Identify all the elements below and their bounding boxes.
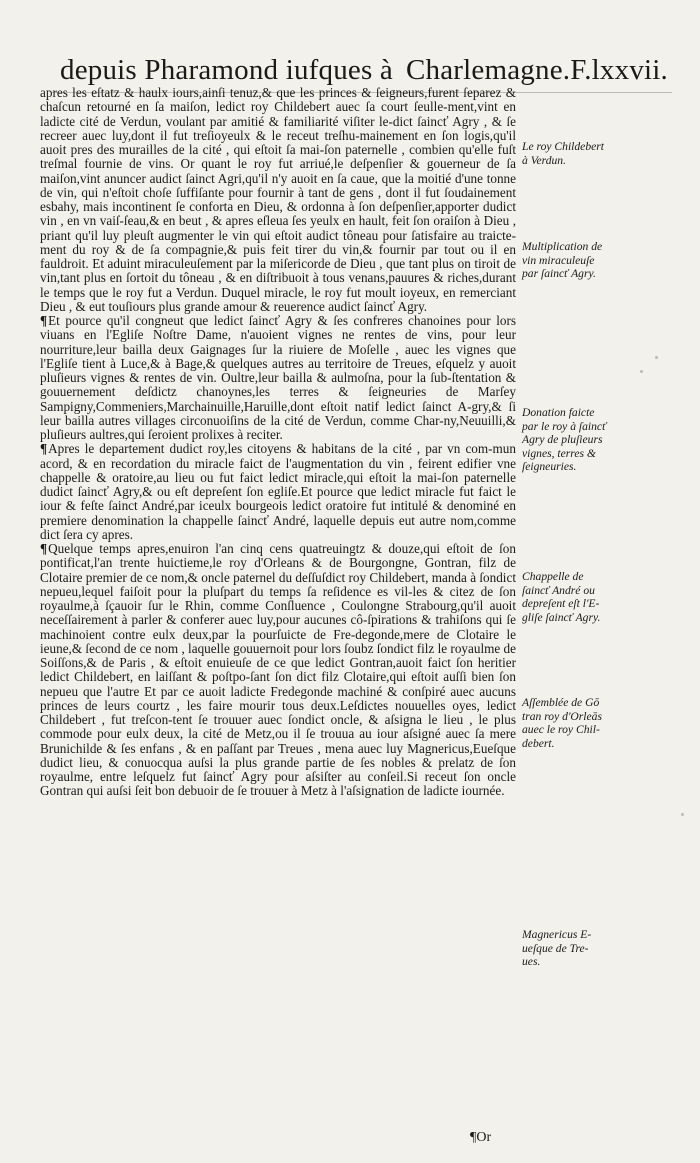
pilcrow: ¶ bbox=[40, 541, 48, 556]
paragraph-2: ¶Et pource qu'il congneut que ledict ſaincť Agry & ſes confreres chanoines pour lors viuans en l'Egliſe Noſtre Dame, n'auoient vignes ne rentes de vins, pour leur nourriture,leur bailla deux Gaignages ſur la riuiere de Moſelle , auec les vignes que l'Egliſe tient à Luce,& à Bage,& quelques autres au territoire de Treues, eſquelz y auoit pluſieurs vignes & rentes de vin. Oultre,leur bailla & aulmoſna, pour la ſub-ſtentation & gouuernement deſdictz chanoynes,les terres & ſeigneuries de Marſey Sampigny,Commeniers,Marchainuille,Haruille,dont eſtoit natif ledict ſainct A-gry,& ſi leur bailla autres villages circonuoiſins de la cité de Verdun, comme Char-ny,Neuuilli,& pluſieurs aultres,qui ſeroient prolixes à reciter. bbox=[40, 313, 516, 442]
running-header bbox=[40, 52, 680, 88]
pilcrow: ¶ bbox=[40, 441, 48, 457]
pilcrow: ¶ bbox=[40, 313, 48, 328]
paragraph-3: ¶Apres le departement dudict roy,les citoyens & habitans de la cité , par vn com-mun acord, & en recordation du miracle faict de l'augmentation du vin , feirent edifier vne chappelle & oratoire,au lieu ou fut faict ledict miracle,qui eſtoit la mai-ſon paternelle dudict ſaincť Agry,& ou eſt depreſent ſon egliſe.Et pource que ledict miracle fut faict le iour & feſte ſainct André,par iceulx bourgeois ledict oratoire fut intitulé & denominé en premiere denomination la chappelle ſaincť André, laquelle depuis eut autre nom,comme dict ſera cy apres. bbox=[40, 441, 516, 542]
paper-speck bbox=[681, 813, 684, 816]
paper-speck bbox=[640, 370, 643, 373]
paragraph-4: ¶Quelque temps apres,enuiron l'an cinq cens quatreuingtz & douze,qui eſtoit de ſon pontificat,l'an trente huictieme,le roy d'Orleans & de Bourgongne, Gontran, filz de Clotaire premier de ce nom,& oncle paternel du deſſuſdict roy Childebert, manda à ſondict nepueu,lequel faiſoit pour la pluſpart du temps ſa reſidence es vil-les & citez de ſon royaulme,à ſçauoir ſur le Rhin, comme Conſluence , Coulongne Strabourg,qu'il auoit neceſſairement à parler & conferer auec luy,pour aucunes cô-ſpirations & trahiſons qui ſe machinoient contre eulx deux,par la pourſuicte de Fre-degonde,mere de Clotaire le ieune,& ſecond de ce nom , laquelle gouuernoit pour lors ſoubz ſondict filz le royaulme de Soiſſons,& de Paris , & eſtoit enuieuſe de ce que ledict Gontran,auoit faict ſon heritier ledict Childebert, en laiſſant & poſtpo-ſant ſon dict filz Clotaire,qui eſtoit auſſi bien ſon nepueu que l'autre Et par ce auoit ladicte Fredegonde machiné & conſpiré auec aucuns princes de leurs courtz , les faire mourir tous deux.Leſdictes nouuelles oyes, ledict Childebert , fut treſcon-tent ſe trouuer auec ſondict oncle, & aſsigna le lieu , le plus commode pour eulx deux, la cité de Metz,ou il ſe trouua au iour aſsigné auec ſa mere Brunichilde & ſes enfans , & en paſſant par Treues , mena auec luy Magnericus,Eueſque dudict lieu, & conuocqua auſsi la plus grande partie de ſes nobles & prelatz de ſon royaulme, entre leſquelz fut ſaincť Agry pour aſsiſter au conſeil.Si receut ſon oncle Gontran qui auſsi ſeit bon debuoir de ſe trouuer à Metz à l'aſsignation de ladicte iournée. bbox=[40, 541, 516, 799]
margin-note-magnericus: Magnericus E- ueſque de Tre- ues. bbox=[522, 928, 592, 968]
margin-note-assemblee: Aſſemblée de Gō tran roy d'Orleās auec le roy Chil- debert. bbox=[522, 696, 602, 750]
header-left: depuis Pharamond iufques à bbox=[60, 54, 393, 86]
paper-speck bbox=[655, 356, 658, 359]
margin-note-chappelle: Chappelle de ſaincť André ou depreſent eſt l'E- gliſe ſaincť Agry. bbox=[522, 570, 601, 624]
margin-note-childebert: Le roy Childebert à Verdun. bbox=[522, 140, 605, 167]
catchword: ¶Or bbox=[470, 1130, 492, 1145]
margin-note-miracle: Multiplication de vin miraculeuſe par ſaincť Agry. bbox=[522, 240, 603, 280]
main-text bbox=[40, 86, 516, 799]
margin-note-donation: Donation faicte par le roy à ſaincť Agry de pluſieurs vignes, terres & ſeigneuries. bbox=[522, 406, 607, 473]
header-folio: Charlemagne.F.lxxvii. bbox=[405, 54, 668, 86]
paragraph-1: apres les eſtatz & haulx iours,ainſi tenuz,& que les princes & ſeigneurs,furent ſeparez & chaſcun retourné en ſa maiſon, ledict roy Childebert auec ſa court ſeulle-ment,vint en ladicte cité de Verdun, voulant par amitié & familiarité viſiter le-dict ſaincť Agry , & ſe recreer auec luy,dont il fut treſioyeulx & le receut treſhu-mainement en ſon logis,qu'il auoit pres des murailles de la cité , qui eſtoit ſa mai-ſon paternelle , combien qu'elle fuſt treſmal fournie de vins. Or quant le roy fut arriué,le deſpenſier & gouerneur de ſa maiſon,vint anuncer audict ſainct Agri,qu'il n'y auoit en ſa caue, que la moitié d'une tonne de vin, qui n'eſtoit choſe ſuffiſante pour fournir à tant de gens , dont il fut ſoudainement esbahy, mais incontinent ſe conforta en Dieu, & ordonna à ſon deſpenſier,apporter dudict vin , en vn vaiſ-ſeau,& en beut , & apres eſleua ſes yeulx en hault, feit ſon oraiſon à Dieu , priant qu'il luy pleuſt augmenter le vin qui eſtoit audict tôneau pour ſatisfaire au traicte-ment du roy & de ſa compagnie,& puis feit tirer du vin,& fournir par tout ou il en fauldroit. Et aduint miraculeuſement par la miſericorde de Dieu , que tant plus on tiroit de vin,tant plus en ſortoit du tôneau , & en diſtribuoit à tous venans,pauures & riches,durant le temps que le roy fut a Verdun. Duquel miracle, le roy fut moult ioyeux, en remerciant Dieu , & eut touſiours plus grande amour & reuerence audict ſaincť Agry. bbox=[40, 85, 516, 314]
